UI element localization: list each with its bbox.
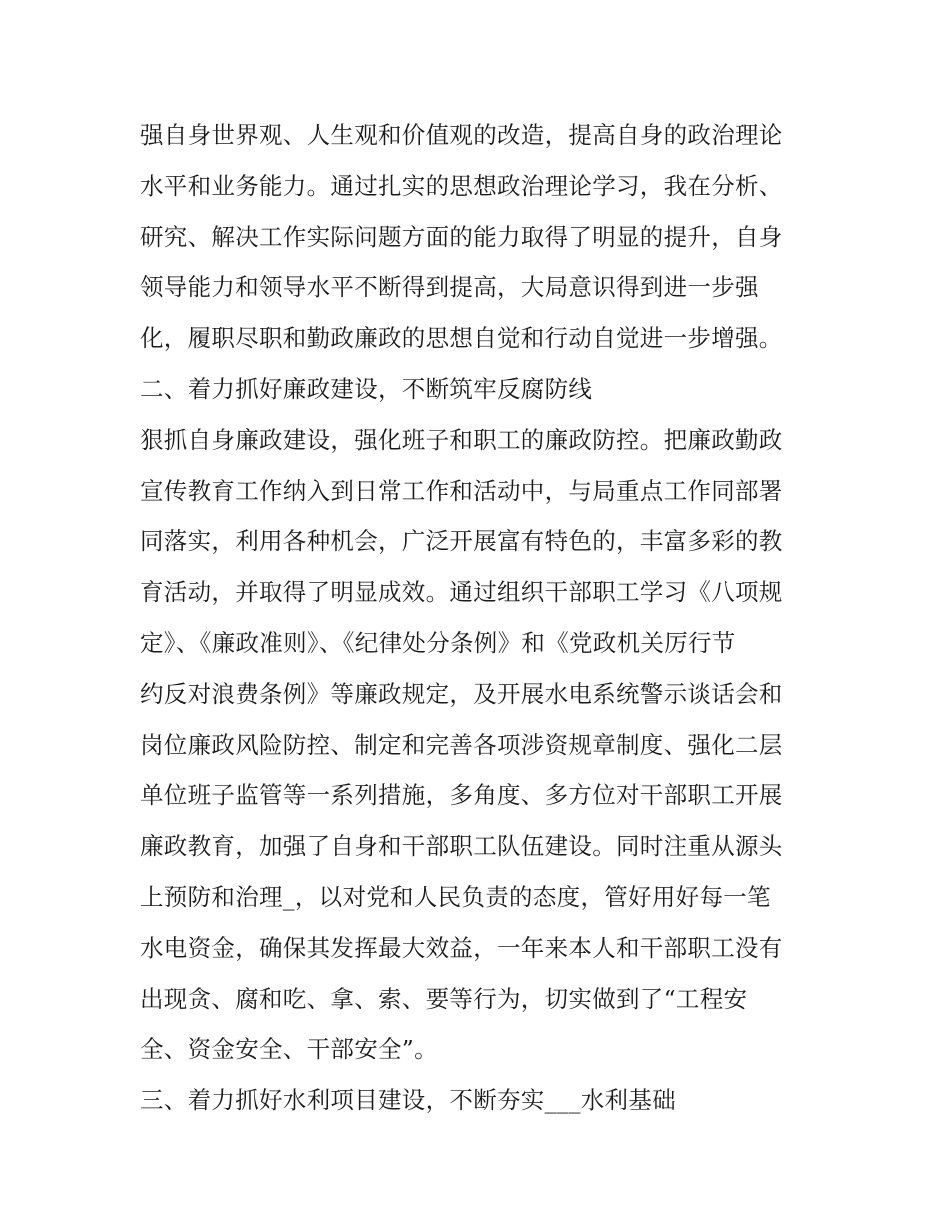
text-line: 定》、《廉政准则》、《纪律处分条例》和《党政机关厉行节 xyxy=(140,628,736,657)
body-text xyxy=(140,110,820,1126)
section-heading: 二、着力抓好廉政建设，不断筑牢反腐防线 xyxy=(140,374,593,403)
text-line: 约反对浪费条例》等廉政规定，及开展水电系统警示谈话会和 xyxy=(140,679,783,708)
text-line: 出现贪、腐和吃、拿、索、要等行为，切实做到了“工程安 xyxy=(140,984,748,1013)
text-line: 狠抓自身廉政建设，强化班子和职工的廉政防控。把廉政勤政 xyxy=(140,425,783,454)
text-line: 岗位廉政风险防控、制定和完善各项涉资规章制度、强化二层 xyxy=(140,730,783,759)
text-line: 化，履职尽职和勤政廉政的思想自觉和行动自觉进一步增强。 xyxy=(140,324,783,353)
text-line: 全、资金安全、干部安全”。 xyxy=(140,1035,438,1064)
text-line: 强自身世界观、人生观和价值观的改造，提高自身的政治理论 xyxy=(140,121,783,149)
section-heading: 三、着力抓好水利项目建设，不断夯实___水利基础 xyxy=(140,1086,676,1115)
text-line: 宣传教育工作纳入到日常工作和活动中，与局重点工作同部署 xyxy=(140,476,783,505)
text-line: 水电资金，确保其发挥最大效益，一年来本人和干部职工没有 xyxy=(140,933,783,962)
text-line: 育活动，并取得了明显成效。通过组织干部职工学习《八项规 xyxy=(140,578,783,607)
text-line: 廉政教育，加强了自身和干部职工队伍建设。同时注重从源头 xyxy=(140,832,783,861)
text-line: 领导能力和领导水平不断得到提高，大局意识得到进一步强 xyxy=(140,273,759,302)
text-line: 单位班子监管等一系列措施，多角度、多方位对干部职工开展 xyxy=(140,781,783,810)
text-line: 上预防和治理_，以对党和人民负责的态度，管好用好每一笔 xyxy=(140,882,771,911)
text-line: 水平和业务能力。通过扎实的思想政治理论学习，我在分析、 xyxy=(140,171,783,200)
text-line: 研究、解决工作实际问题方面的能力取得了明显的提升，自身 xyxy=(140,222,783,251)
text-line: 同落实，利用各种机会，广泛开展富有特色的，丰富多彩的教 xyxy=(140,527,783,556)
